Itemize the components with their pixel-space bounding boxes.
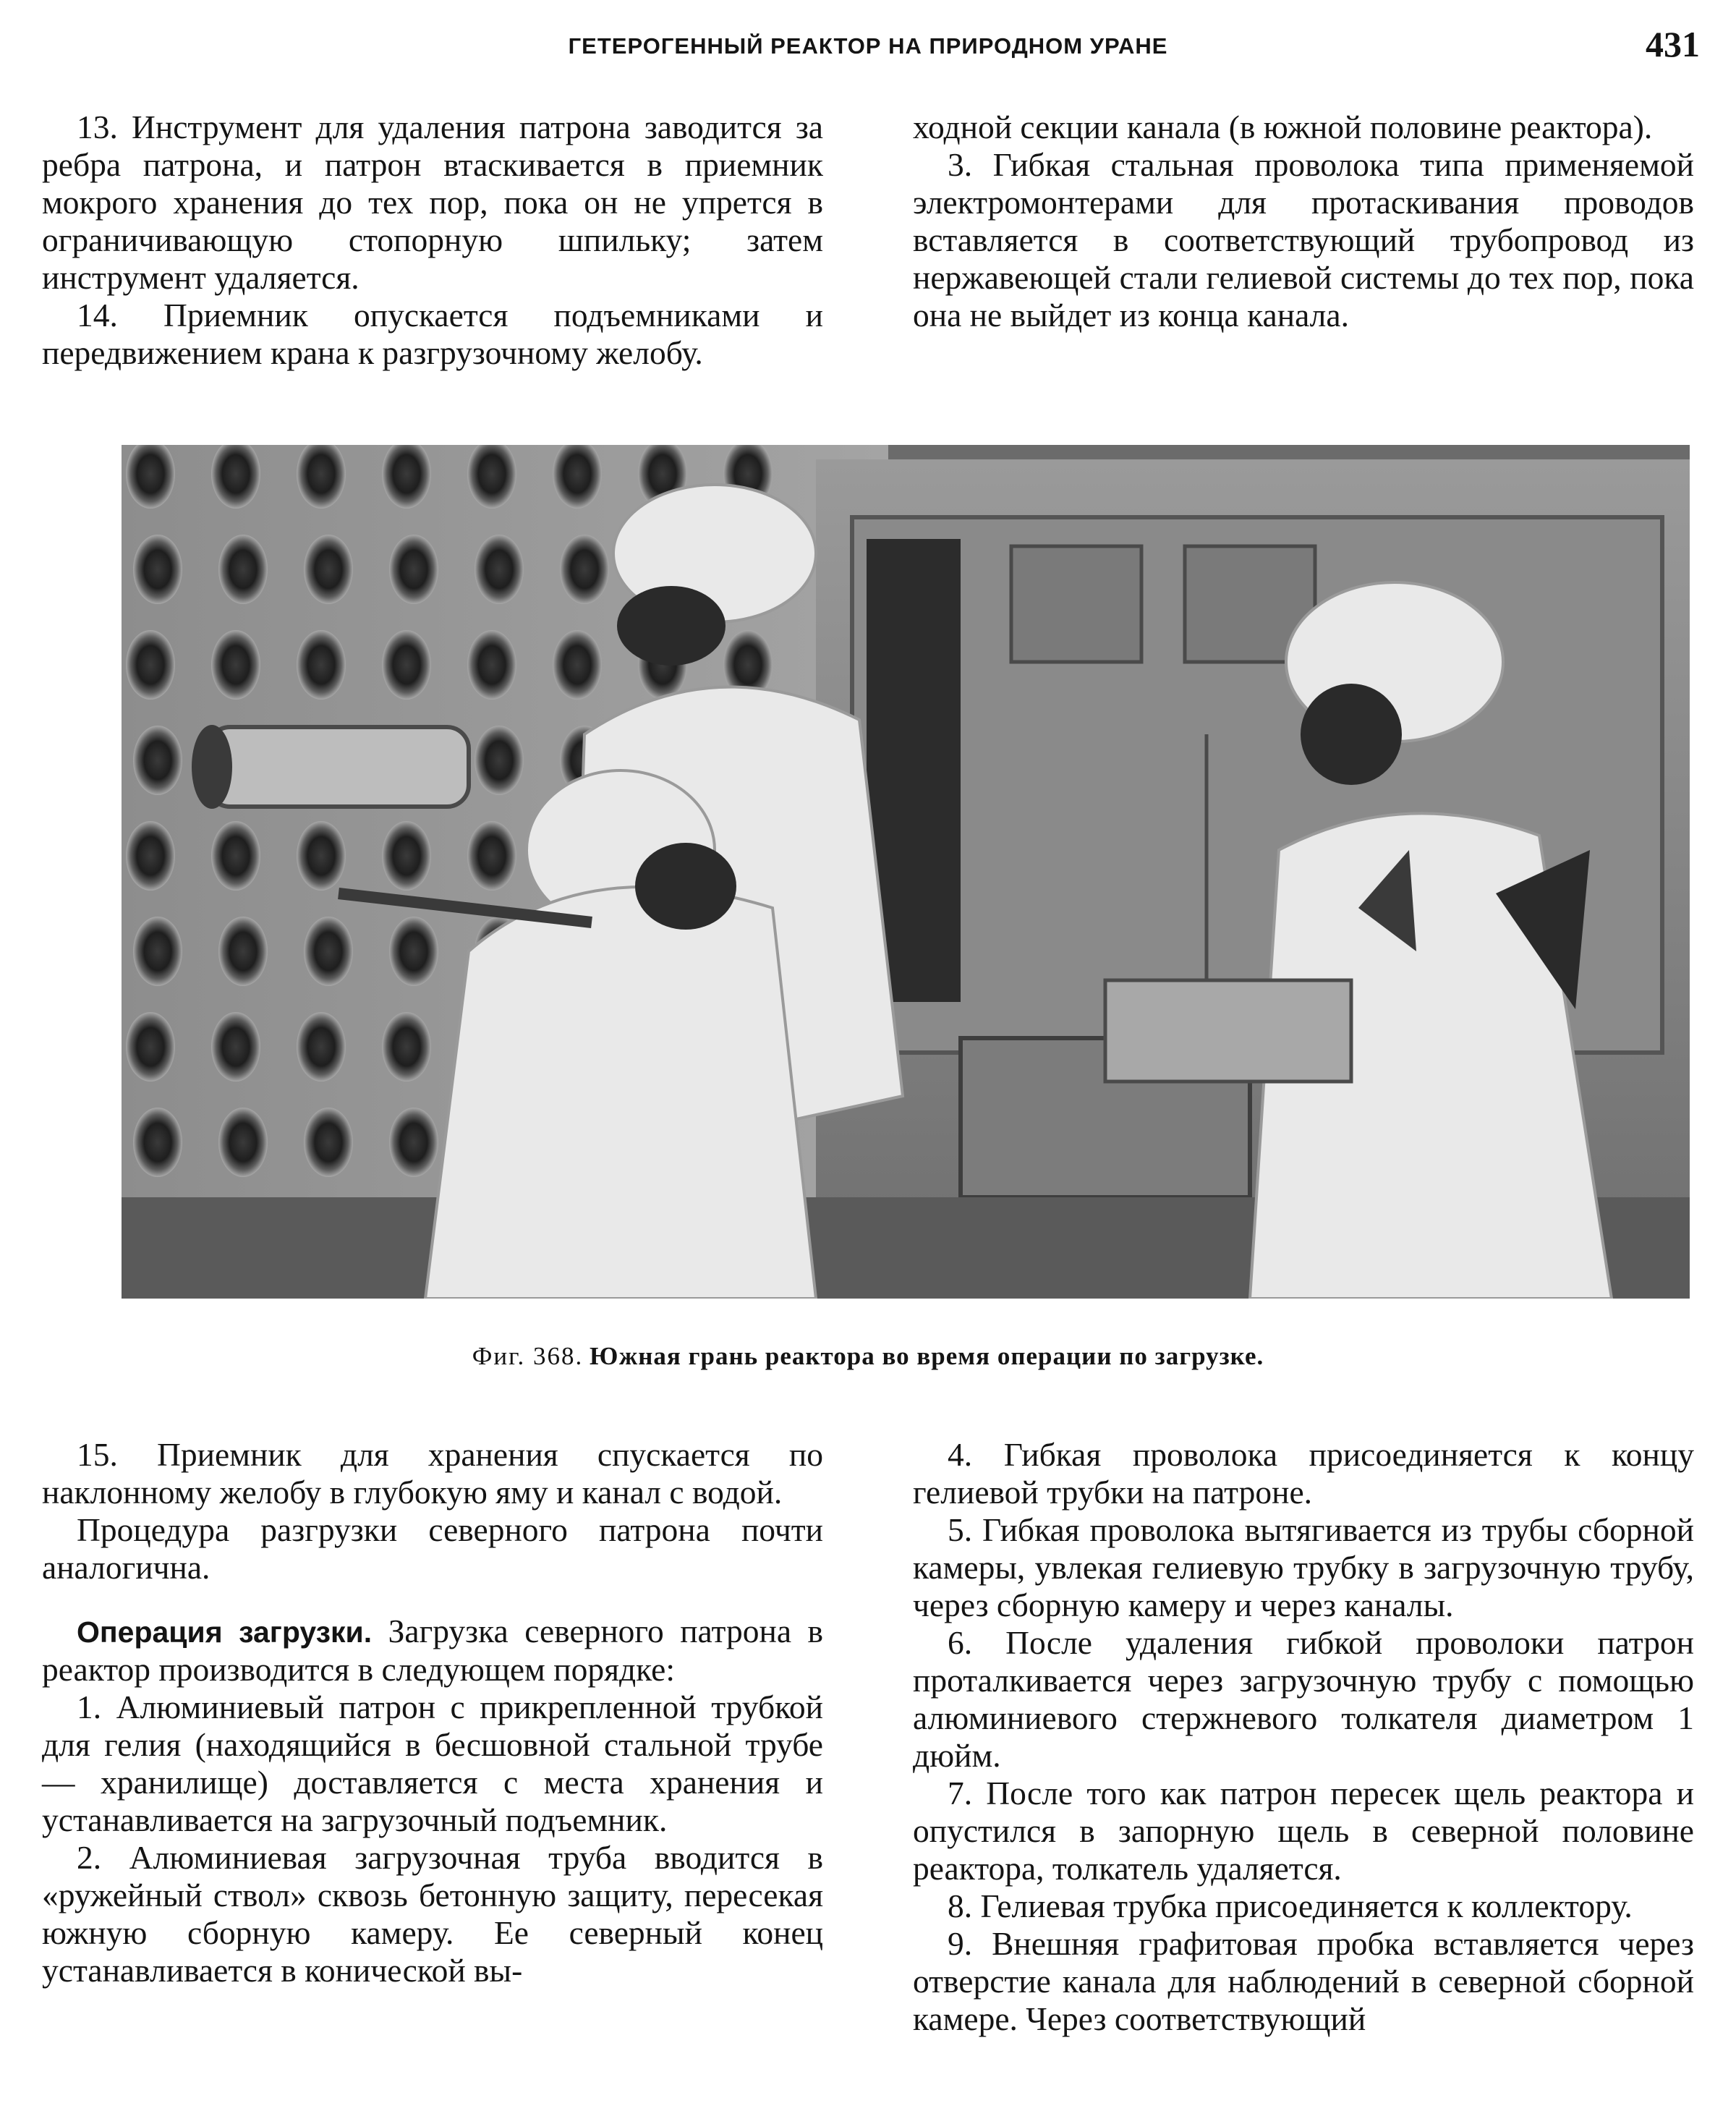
channel-opening <box>218 917 268 986</box>
text-column-bottom-left <box>42 1436 823 1989</box>
channel-opening <box>133 1108 182 1177</box>
paragraph-8: 8. Гелиевая трубка присоединяется к коллектору. <box>948 1887 1633 1924</box>
paragraph-13: 13. Инструмент для удаления патрона заводится за ребра патрона, и патрон втаскивается в приемник мокрого хранения до тех пор, пока он не упрется в ограничивающую стопорную шпильку; затем инструмент удаляется. <box>42 109 823 296</box>
page-number: 431 <box>1646 24 1700 64</box>
channel-opening <box>126 630 175 700</box>
text-column-top-right <box>913 109 1694 334</box>
channel-opening <box>467 630 516 700</box>
channel-opening <box>297 630 346 700</box>
channel-opening <box>553 630 602 700</box>
channel-opening <box>389 917 438 986</box>
paragraph-2: 2. Алюминиевая загрузочная труба вводится в «ружейный ствол» сквозь бетонную защиту, пересекая южную сборную камеру. Ее северный конец устанавливается в конической вы- <box>42 1839 823 1989</box>
channel-opening <box>304 535 353 604</box>
figure-photo <box>122 445 1690 1299</box>
channel-opening <box>211 821 260 891</box>
channel-opening <box>389 535 438 604</box>
paragraph-loading-operation <box>42 1613 823 1688</box>
section-run-in-heading: Операция загрузки. <box>77 1615 373 1649</box>
channel-opening <box>126 1012 175 1082</box>
paragraph-4: 4. Гибкая проволока присоединяется к концу гелиевой трубки на патроне. <box>913 1436 1694 1511</box>
channel-opening <box>304 1108 353 1177</box>
channel-opening <box>126 821 175 891</box>
paragraph-15: 15. Приемник для хранения спускается по наклонному желобу в глубокую яму и канал с водой. <box>42 1436 823 1511</box>
paragraph-6: 6. После удаления гибкой проволоки патрон проталкивается через загрузочную трубу с помощью алюминиевого стержневого толкателя диаметром 1 дюйм. <box>913 1624 1694 1774</box>
figure-label: Фиг. 368. <box>472 1342 584 1370</box>
running-head: ГЕТЕРОГЕННЫЙ РЕАКТОР НА ПРИРОДНОМ УРАНЕ <box>568 33 1168 59</box>
channel-opening <box>475 726 524 795</box>
channel-opening <box>133 917 182 986</box>
paragraph-14: 14. Приемник опускается подъемниками и передвижением крана к разгрузочному желобу. <box>42 297 823 371</box>
channel-opening <box>467 821 516 891</box>
channel-opening <box>560 535 609 604</box>
figure-caption <box>0 1342 1736 1371</box>
channel-opening <box>382 1012 431 1082</box>
paragraph-7: 7. После того как патрон пересек щель реактора и опустился в запорную щель в северной половине реактора, толкатель удаляется. <box>913 1775 1694 1887</box>
channel-opening <box>297 821 346 891</box>
channel-opening <box>475 535 524 604</box>
channel-opening <box>133 535 182 604</box>
paragraph-1: 1. Алюминиевый патрон с прикрепленной трубкой для гелия (находящийся в бесшовной стальной трубе — хранилище) доставляется с места хранения и устанавливается на загрузочный подъемник. <box>42 1688 823 1838</box>
figure-caption-text: Южная грань реактора во время операции по загрузке. <box>590 1342 1264 1370</box>
channel-opening <box>218 535 268 604</box>
paragraph-5: 5. Гибкая проволока вытягивается из трубы сборной камеры, увлекая гелиевую трубку в загрузочную трубу, через сборную камеру и через каналы. <box>913 1511 1694 1623</box>
text-column-top-left <box>42 109 823 372</box>
paragraph-9: 9. Внешняя графитовая пробка вставляется через отверстие канала для наблюдений в северной сборной камере. Через соответствующий <box>913 1925 1694 2037</box>
paragraph-continuation: ходной секции канала (в южной половине реактора). <box>913 109 1653 145</box>
channel-opening <box>382 821 431 891</box>
reactor-face-photo <box>122 445 1690 1299</box>
channel-opening <box>389 1108 438 1177</box>
paragraph-3: 3. Гибкая стальная проволока типа применяемой электромонтерами для протаскивания проводов вставляется в соответствующий трубопровод из нержавеющей стали гелиевой системы до тех пор, пока она не выйдет из конца канала. <box>913 146 1694 334</box>
section-intro-text: Загрузка северного патрона в реактор производится в следующем порядке: <box>42 1613 824 1688</box>
channel-opening <box>133 726 182 795</box>
channel-opening <box>218 1108 268 1177</box>
channel-opening <box>211 1012 260 1082</box>
paragraph-procedure: Процедура разгрузки северного патрона почти аналогична. <box>42 1511 823 1586</box>
channel-opening <box>297 1012 346 1082</box>
channel-opening <box>382 630 431 700</box>
text-column-bottom-right <box>913 1436 1694 2038</box>
channel-opening <box>304 917 353 986</box>
channel-opening <box>211 630 260 700</box>
page-header <box>0 23 1736 88</box>
